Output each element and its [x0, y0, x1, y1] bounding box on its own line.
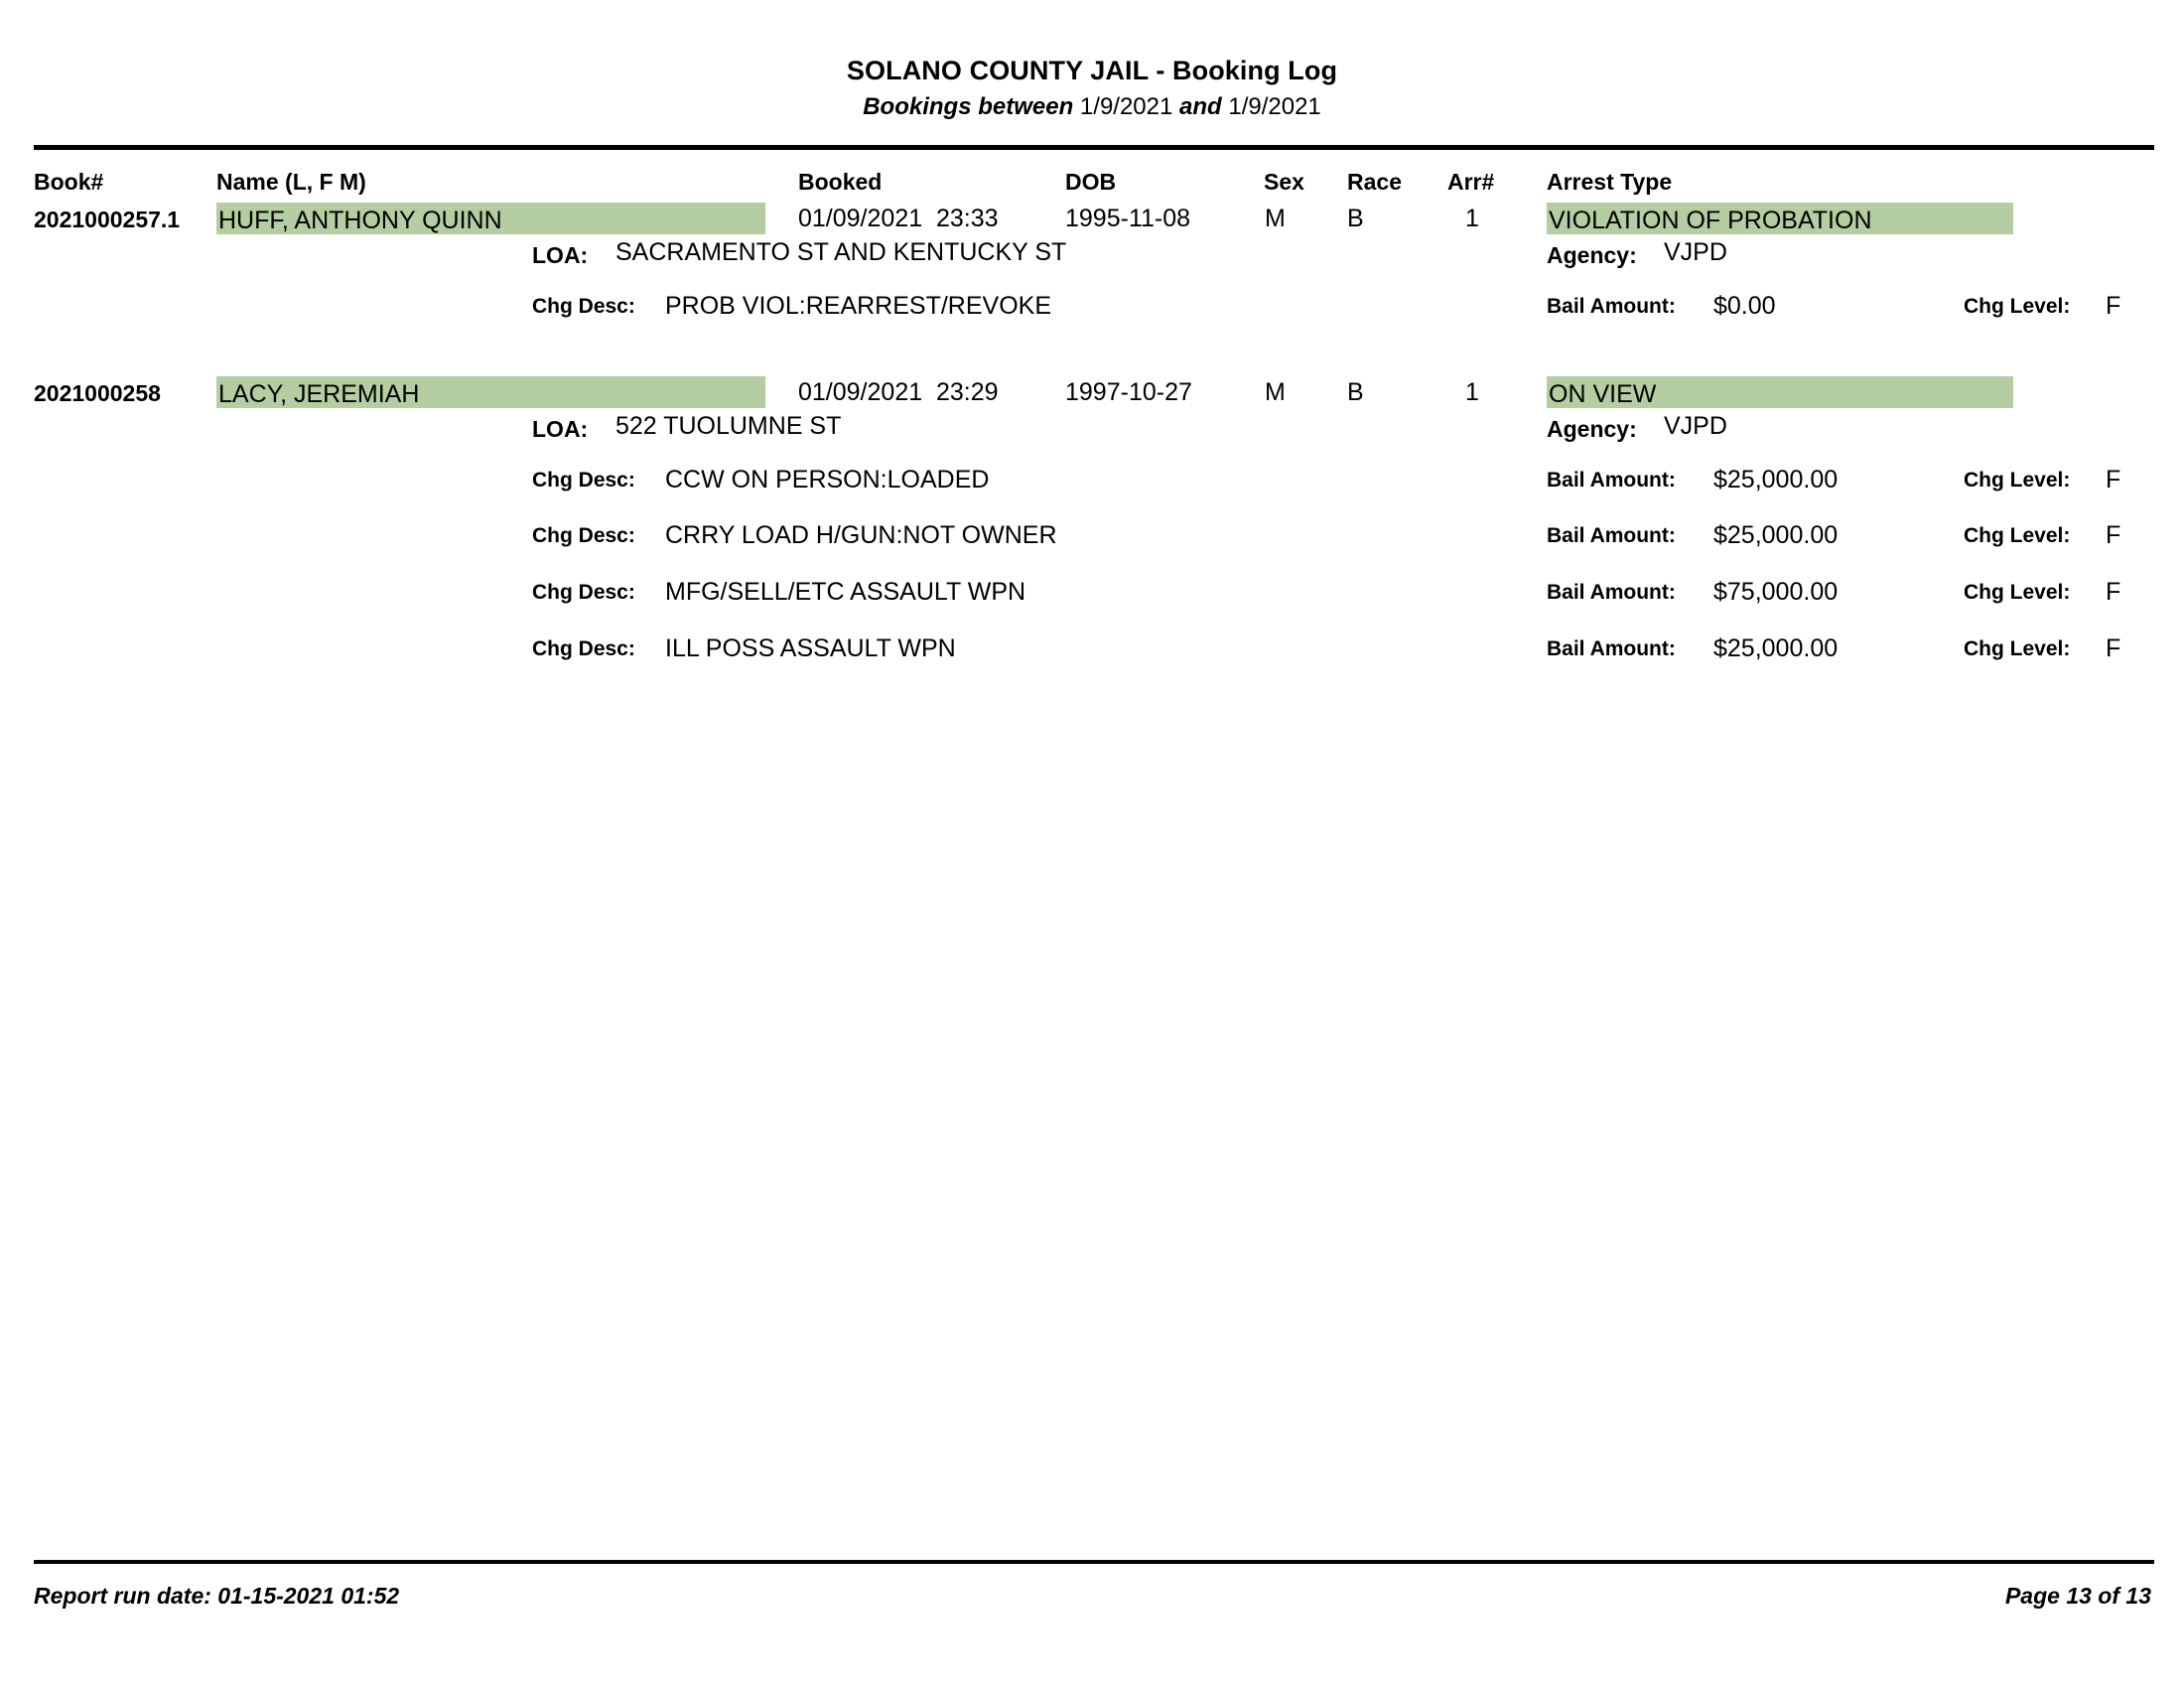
chg-level-label: Chg Level: — [1964, 524, 2071, 547]
col-header-booked: Booked — [798, 169, 883, 195]
loa-value: SACRAMENTO ST AND KENTUCKY ST — [615, 238, 1067, 266]
report-title: SOLANO COUNTY JAIL - Booking Log — [846, 56, 1338, 85]
report-date-range — [0, 93, 2184, 121]
loa-label: LOA: — [532, 416, 589, 442]
agency-label: Agency: — [1547, 242, 1637, 268]
header-divider — [34, 145, 2154, 150]
dob: 1997-10-27 — [1065, 378, 1192, 406]
race: B — [1347, 205, 1364, 232]
book-number: 2021000258 — [34, 380, 161, 406]
chg-desc-label: Chg Desc: — [532, 524, 635, 547]
name-highlight — [216, 203, 765, 234]
bail-amount-value: $0.00 — [1713, 292, 1776, 320]
arrest-number: 1 — [1465, 205, 1479, 232]
subtitle-prefix: Bookings between — [863, 93, 1074, 120]
chg-level-label: Chg Level: — [1964, 581, 2071, 604]
col-header-book: Book# — [34, 169, 104, 195]
agency-value: VJPD — [1664, 412, 1727, 440]
arrest-type-highlight — [1547, 376, 2013, 408]
chg-desc-label: Chg Desc: — [532, 295, 635, 318]
agency-label: Agency: — [1547, 416, 1637, 442]
chg-level-label: Chg Level: — [1964, 295, 2071, 318]
col-header-dob: DOB — [1065, 169, 1117, 195]
bail-amount-value: $25,000.00 — [1713, 634, 1839, 662]
col-header-arr: Arr# — [1447, 169, 1495, 195]
booked-time: 23:29 — [936, 378, 999, 406]
arrest-type: ON VIEW — [1549, 380, 1657, 408]
sex: M — [1265, 205, 1286, 232]
chg-level-value: F — [2106, 634, 2121, 662]
bail-amount-label: Bail Amount: — [1547, 524, 1676, 547]
dob: 1995-11-08 — [1065, 205, 1191, 232]
chg-level-value: F — [2106, 292, 2121, 320]
bail-amount-label: Bail Amount: — [1547, 295, 1676, 318]
col-header-race: Race — [1347, 169, 1402, 195]
date-from: 1/9/2021 — [1079, 93, 1173, 120]
chg-desc-value: PROB VIOL:REARREST/REVOKE — [665, 292, 1051, 320]
booked-date: 01/09/2021 — [798, 205, 923, 232]
book-number: 2021000257.1 — [34, 207, 181, 232]
bail-amount-label: Bail Amount: — [1547, 581, 1676, 604]
inmate-name: HUFF, ANTHONY QUINN — [218, 207, 502, 234]
col-header-arrest-type: Arrest Type — [1547, 169, 1673, 195]
arrest-number: 1 — [1465, 378, 1479, 406]
arrest-type: VIOLATION OF PROBATION — [1549, 207, 1872, 234]
bail-amount-value: $75,000.00 — [1713, 578, 1839, 606]
chg-desc-label: Chg Desc: — [532, 637, 635, 660]
booked-time: 23:33 — [936, 205, 999, 232]
chg-desc-label: Chg Desc: — [532, 469, 635, 492]
chg-level-value: F — [2106, 466, 2121, 493]
chg-desc-value: CRRY LOAD H/GUN:NOT OWNER — [665, 521, 1057, 549]
loa-label: LOA: — [532, 242, 589, 268]
chg-level-value: F — [2106, 521, 2121, 549]
chg-desc-value: ILL POSS ASSAULT WPN — [665, 634, 956, 662]
bail-amount-value: $25,000.00 — [1713, 466, 1839, 493]
chg-level-label: Chg Level: — [1964, 637, 2071, 660]
chg-desc-label: Chg Desc: — [532, 581, 635, 604]
arrest-type-highlight — [1547, 203, 2013, 234]
page-number: Page 13 of 13 — [2004, 1583, 2151, 1609]
bail-amount-label: Bail Amount: — [1547, 637, 1676, 660]
footer-divider — [34, 1560, 2154, 1564]
col-header-sex: Sex — [1264, 169, 1304, 195]
race: B — [1347, 378, 1364, 406]
chg-desc-value: CCW ON PERSON:LOADED — [665, 466, 990, 493]
chg-desc-value: MFG/SELL/ETC ASSAULT WPN — [665, 578, 1026, 606]
booked-date: 01/09/2021 — [798, 378, 923, 406]
inmate-name: LACY, JEREMIAH — [218, 380, 420, 408]
agency-value: VJPD — [1664, 238, 1727, 266]
name-highlight — [216, 376, 765, 408]
col-header-name: Name (L, F M) — [216, 169, 366, 195]
chg-level-label: Chg Level: — [1964, 469, 2071, 492]
report-run-date: Report run date: 01-15-2021 01:52 — [34, 1583, 400, 1609]
bail-amount-label: Bail Amount: — [1547, 469, 1676, 492]
chg-level-value: F — [2106, 578, 2121, 606]
loa-value: 522 TUOLUMNE ST — [615, 412, 842, 440]
date-to: 1/9/2021 — [1228, 93, 1321, 120]
bail-amount-value: $25,000.00 — [1713, 521, 1839, 549]
sex: M — [1265, 378, 1286, 406]
subtitle-and: and — [1179, 93, 1222, 120]
